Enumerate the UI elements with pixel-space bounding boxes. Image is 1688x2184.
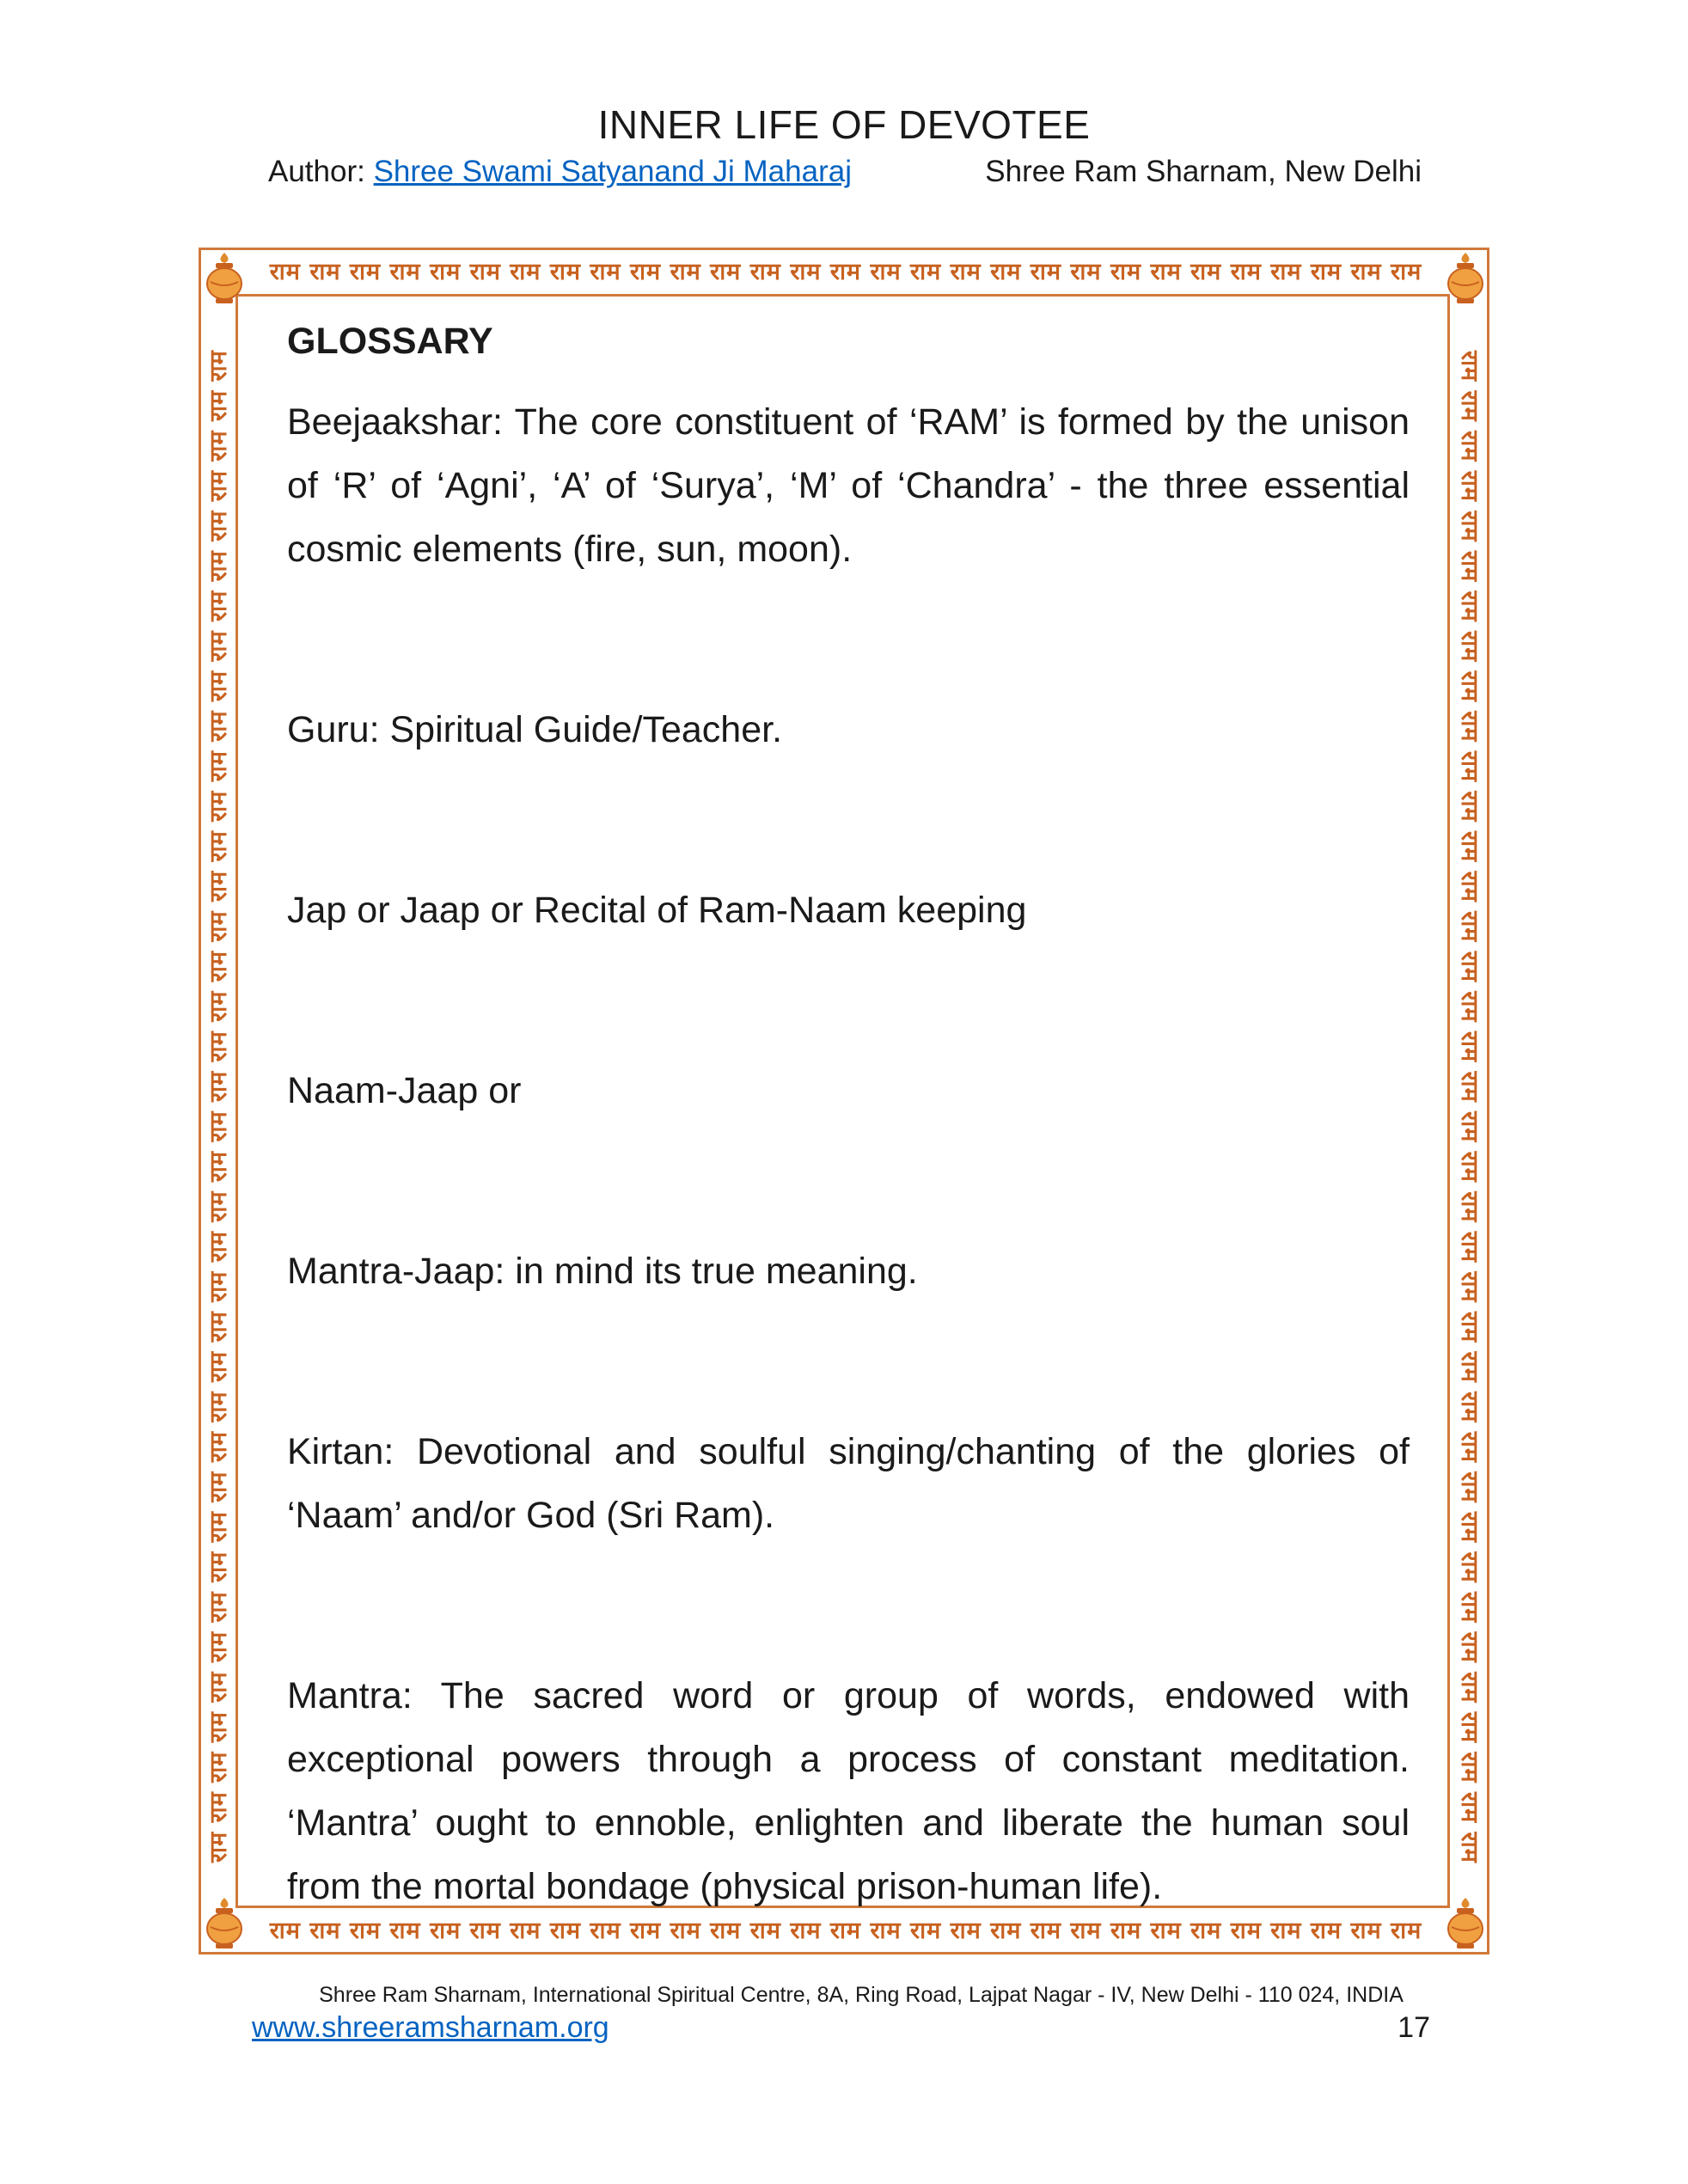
author-line xyxy=(268,155,852,189)
website-link[interactable]: www.shreeramsharnam.org xyxy=(252,2011,609,2044)
page-number: 17 xyxy=(1397,2011,1430,2044)
footer-address: Shree Ram Sharnam, International Spiritual Centre, 8A, Ring Road, Lajpat Nagar - IV, New Delhi - 110 024, INDIA xyxy=(319,1983,1404,2007)
kalash-pot-icon xyxy=(1444,251,1487,306)
glossary-entry-mantra: Mantra: The sacred word or group of words, endowed with exceptional powers through a process of constant meditation. ‘Mantra’ ought to ennoble, enlighten and liberate the human soul from the mortal bondage (physical prison-human life). xyxy=(287,1675,1410,1907)
kalash-pot-icon xyxy=(203,251,246,306)
kalash-pot-icon xyxy=(1444,1896,1487,1951)
glossary-entry-jap: Jap or Jaap or Recital of Ram-Naam keeping xyxy=(287,890,1027,931)
glossary-entry-mantra-jaap: Mantra-Jaap: in mind its true meaning. xyxy=(287,1251,918,1292)
glossary-entry-kirtan: Kirtan: Devotional and soulful singing/chanting of the glories of ‘Naam’ and/or God (Sri Ram). xyxy=(287,1431,1410,1536)
document-title: INNER LIFE OF DEVOTEE xyxy=(597,102,1091,147)
glossary-entry-beejaakshar: Beejaakshar: The core constituent of ‘RAM’ is formed by the unison of ‘R’ of ‘Agni’, ‘A’ of ‘Surya’, ‘M’ of ‘Chandra’ - the three essential cosmic elements (fire, sun, moon). xyxy=(287,401,1410,570)
border-ram-bottom: राम राम राम राम राम राम राम राम राम राम राम राम राम राम राम राम राम राम राम राम राम राम राम राम राम राम राम राम राम xyxy=(269,1918,1422,1944)
glossary-entry-naam-jaap: Naam-Jaap or xyxy=(287,1070,522,1111)
border-ram-top: राम राम राम राम राम राम राम राम राम राम राम राम राम राम राम राम राम राम राम राम राम राम राम राम राम राम राम राम राम xyxy=(269,259,1422,285)
glossary-content xyxy=(287,309,1410,1918)
publisher-name: Shree Ram Sharnam, New Delhi xyxy=(985,155,1422,188)
border-ram-right: राम राम राम राम राम राम राम राम राम राम राम राम राम राम राम राम राम राम राम राम राम राम राम राम राम राम राम राम राम राम राम राम राम राम राम राम राम राम xyxy=(1456,350,1483,1863)
author-link[interactable]: Shree Swami Satyanand Ji Maharaj xyxy=(373,155,852,188)
glossary-entry-guru: Guru: Spiritual Guide/Teacher. xyxy=(287,709,783,750)
glossary-heading: GLOSSARY xyxy=(287,321,493,362)
border-ram-left: राम राम राम राम राम राम राम राम राम राम राम राम राम राम राम राम राम राम राम राम राम राम राम राम राम राम राम राम राम राम राम राम राम राम राम राम राम राम xyxy=(205,350,232,1863)
kalash-pot-icon xyxy=(203,1896,246,1951)
author-label: Author: xyxy=(268,155,374,188)
